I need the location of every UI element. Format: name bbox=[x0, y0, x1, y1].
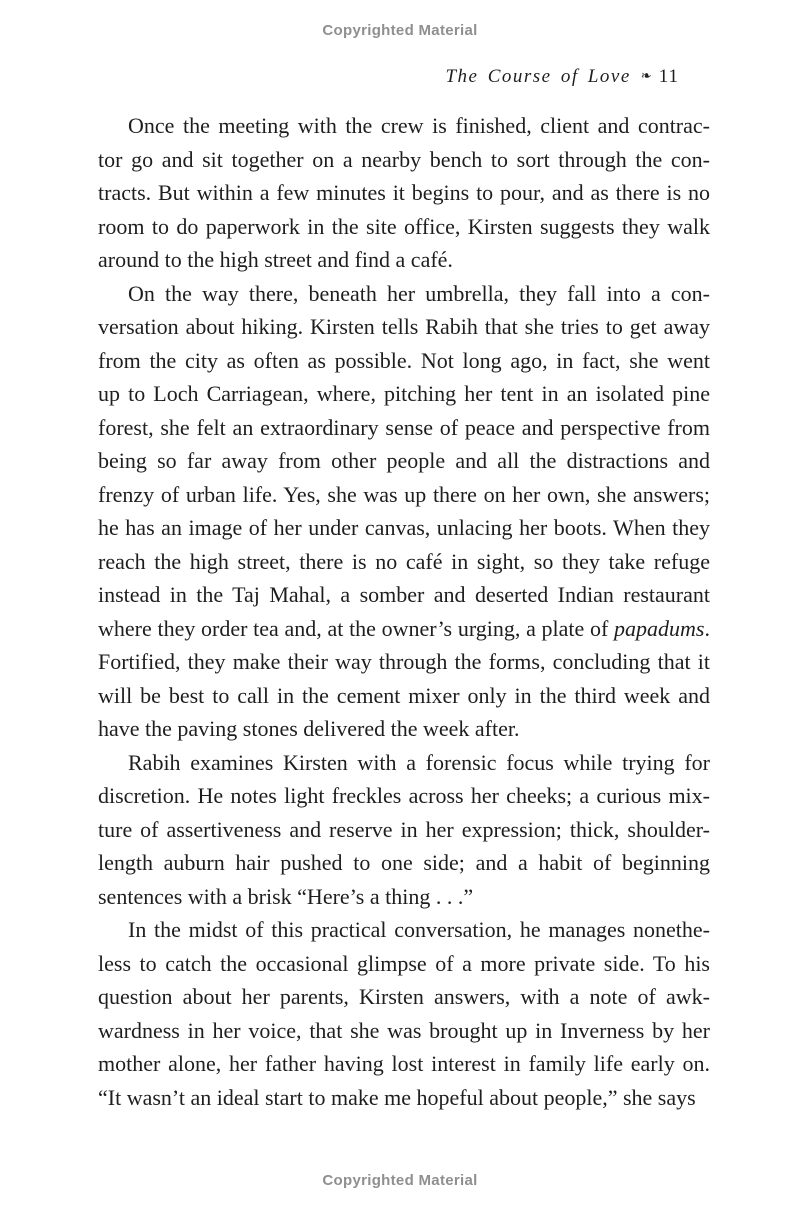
text-line: discretion. He notes light freckles across her cheeks; a curious mix- bbox=[98, 783, 710, 808]
text-line: In the midst of this practical conversation, he manages nonethe- bbox=[128, 917, 710, 942]
text-line: mother alone, her father having lost interest in family life early on. bbox=[98, 1051, 710, 1076]
running-head bbox=[445, 66, 679, 88]
text-line: question about her parents, Kirsten answers, with a note of awk- bbox=[98, 984, 710, 1009]
text-line: length auburn hair pushed to one side; and a habit of beginning bbox=[98, 850, 710, 875]
text-line: reach the high street, there is no café in sight, so they take refuge bbox=[98, 548, 710, 574]
text-line: ture of assertiveness and reserve in her expression; thick, shoulder- bbox=[98, 816, 710, 842]
text-line: Rabih examines Kirsten with a forensic focus while trying for bbox=[128, 749, 710, 775]
text-line: tracts. But within a few minutes it begins to pour, and as there is no bbox=[98, 180, 710, 205]
text-line: Once the meeting with the crew is finished, client and contrac- bbox=[128, 113, 710, 138]
text-line: “It wasn’t an ideal start to make me hopeful about people,” she says bbox=[98, 1084, 696, 1110]
page-number: 11 bbox=[658, 66, 679, 87]
text-line: he has an image of her under canvas, unlacing her boots. When they bbox=[98, 515, 710, 540]
text-line: frenzy of urban life. Yes, she was up there on her own, she answers; bbox=[98, 481, 710, 507]
text-line: wardness in her voice, that she was brought up in Inverness by her bbox=[98, 1017, 710, 1043]
text-line: forest, she felt an extraordinary sense of peace and perspective from bbox=[98, 414, 710, 440]
page-body bbox=[98, 109, 710, 1114]
text-line: being so far away from other people and all the distractions and bbox=[98, 448, 710, 473]
text-line: up to Loch Carriagean, where, pitching her tent in an isolated pine bbox=[98, 381, 710, 406]
book-title: The Course of Love bbox=[445, 66, 631, 87]
text-line: room to do paperwork in the site office, Kirsten suggests they walk bbox=[98, 213, 710, 239]
text-line: sentences with a brisk “Here’s a thing . . .” bbox=[98, 883, 474, 909]
text-line: instead in the Taj Mahal, a somber and deserted Indian restaurant bbox=[98, 582, 710, 607]
text-line: where they order tea and, at the owner’s urging, a plate of papadums. bbox=[98, 615, 710, 641]
text-line: around to the high street and find a café. bbox=[98, 247, 453, 272]
text-line: from the city as often as possible. Not long ago, in fact, she went bbox=[98, 347, 710, 373]
copyright-notice-bottom: Copyrighted Material bbox=[322, 1172, 478, 1189]
text-line: Fortified, they make their way through the forms, concluding that it bbox=[98, 649, 710, 674]
text-line: On the way there, beneath her umbrella, they fall into a con- bbox=[128, 280, 710, 306]
text-line: versation about hiking. Kirsten tells Rabih that she tries to get away bbox=[98, 314, 710, 339]
leaf-ornament-icon: ❧ bbox=[640, 69, 652, 84]
text-line: have the paving stones delivered the week after. bbox=[98, 716, 520, 741]
text-line: will be best to call in the cement mixer only in the third week and bbox=[98, 682, 710, 708]
text-line: less to catch the occasional glimpse of a more private side. To his bbox=[98, 950, 710, 976]
copyright-notice-top: Copyrighted Material bbox=[322, 22, 478, 39]
text-line: tor go and sit together on a nearby bench to sort through the con- bbox=[98, 146, 710, 172]
